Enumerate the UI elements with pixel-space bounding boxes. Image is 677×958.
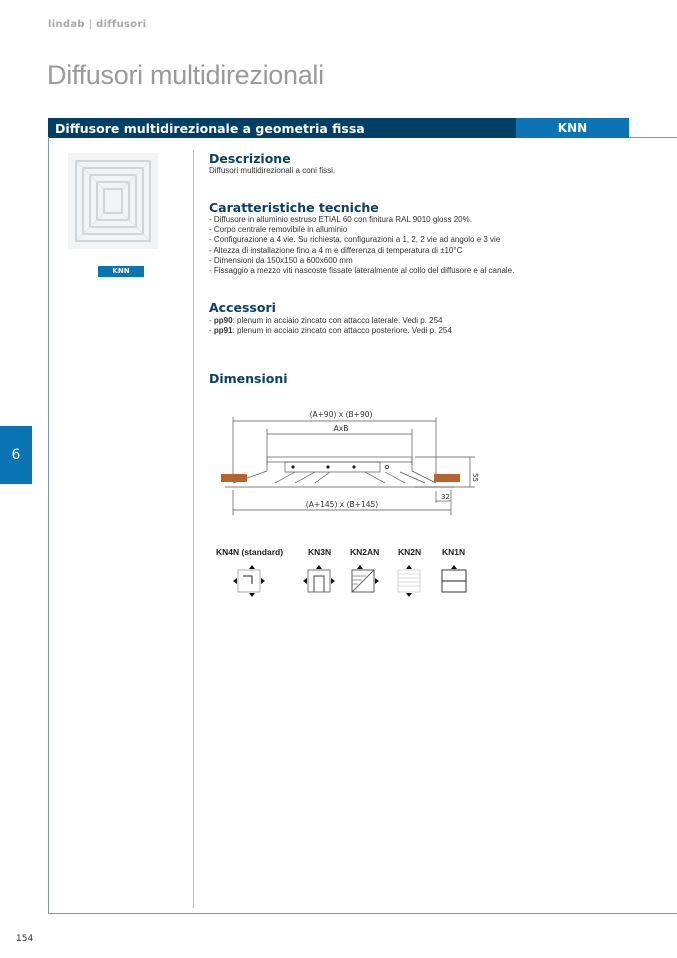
brand-header: lindab | diffusori [48,19,147,30]
list-item: - Fissaggio a mezzo viti nascoste fissate lateralmente al collo del diffusore e al canale. [209,266,515,276]
divider [629,137,677,138]
descrizione-heading: Descrizione [209,151,291,166]
accessory-code: pp90 [213,316,233,325]
config-label-kn2n: KN2N [398,547,422,557]
configuration-icons [228,562,473,600]
product-title-bar: Diffusore multidirezionale a geometria fissa [48,118,516,138]
kn1n-icon [442,565,466,592]
dim-height-label: 55 [471,473,479,482]
list-item: - Altezza di installazione fino a 4 m e differenza di temperatura di ±10°C [209,245,463,255]
caratteristiche-heading: Caratteristiche tecniche [209,200,379,215]
product-badge: KNN [98,266,144,277]
product-code: KNN [516,118,629,138]
list-item: - Configurazione a 4 vie. Su richiesta, configurazioni a 1, 2, 2 vie ad angolo e 3 vie [209,235,501,245]
chapter-tab: 6 [0,426,32,484]
dim-overall-label: (A+145) x (B+145) [305,500,379,509]
accessori-list [209,316,452,336]
list-item: - pp91: plenum in acciaio zincato con attacco posteriore. Vedi p. 254 [209,326,452,336]
dimensioni-heading: Dimensioni [209,371,288,386]
frame-bottom [48,913,677,914]
dim-outer-label: (A+90) x (B+90) [309,410,373,419]
config-label-kn2an: KN2AN [350,547,380,557]
kn4n-icon [233,565,265,597]
product-photo [68,153,158,249]
list-item: - Corpo centrale removibile in alluminio [209,225,348,235]
list-item: - Diffusore in alluminio estruso ETIAL 60 con finitura RAL 9010 gloss 20%. [209,215,472,224]
accessory-text: : plenum in acciaio zincato con attacco posteriore. Vedi p. 254 [232,326,452,336]
list-item: - Dimensioni da 150x150 a 600x600 mm [209,255,353,265]
page-title: Diffusori multidirezionali [47,60,324,90]
config-label-kn1n: KN1N [442,547,466,557]
brand-name: lindab [48,19,85,30]
column-divider [193,150,194,908]
dim-flange-label: 32 [441,493,450,501]
accessori-heading: Accessori [209,300,276,315]
config-label-kn4n: KN4N (standard) [216,547,284,557]
section-name: diffusori [96,19,147,30]
page-number: 154 [16,934,34,944]
kn2n-icon [398,565,420,597]
dim-inner-label: AxB [333,424,349,433]
dimension-drawing [215,405,490,520]
accessory-text: : plenum in acciaio zincato con attacco laterale. Vedi p. 254 [232,316,443,325]
kn2an-icon [352,565,379,592]
list-item: - pp90: plenum in acciaio zincato con attacco laterale. Vedi p. 254 [209,316,443,325]
accessory-code: pp91 [213,326,233,336]
frame-left [48,137,49,914]
config-label-kn3n: KN3N [308,547,332,557]
descrizione-text: Diffusori multidirezionali a coni fissi. [209,166,336,175]
kn3n-icon [303,565,335,592]
caratteristiche-list [209,215,514,276]
